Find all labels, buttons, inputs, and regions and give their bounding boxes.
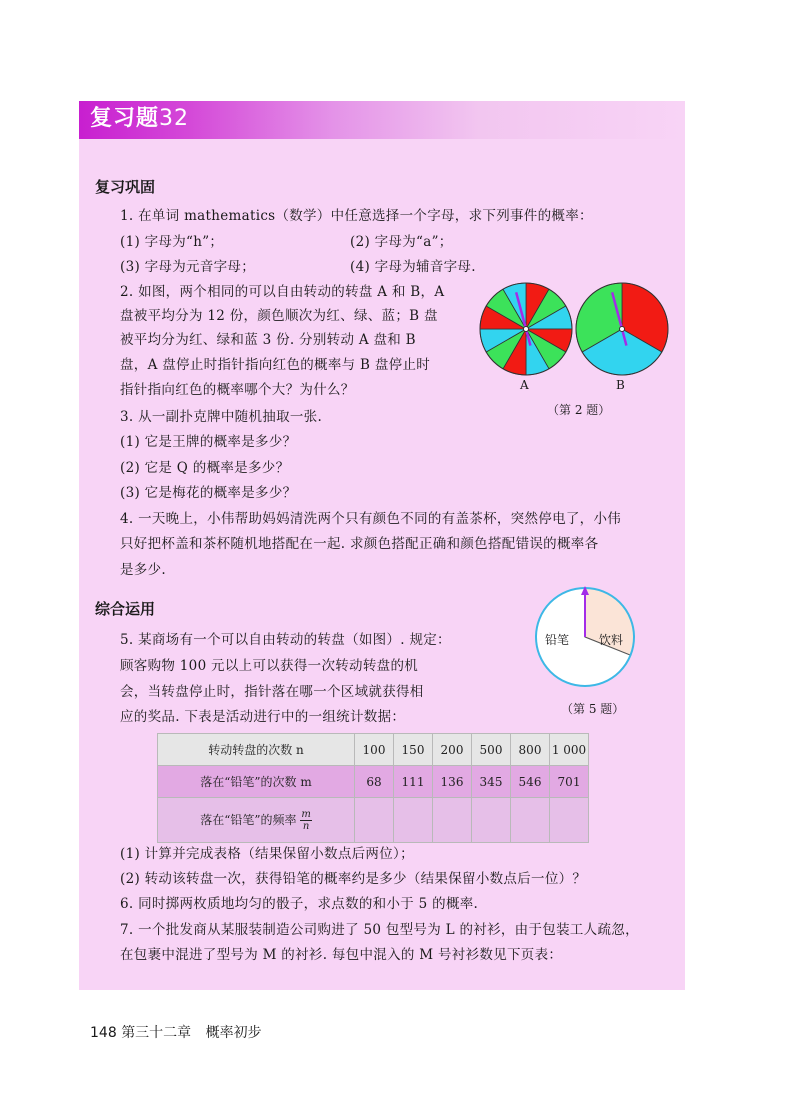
q3-part-1: (1) 它是王牌的概率是多少？ xyxy=(120,434,297,450)
question-5-line-1: 5. 某商场有一个可以自由转动的转盘（如图）. 规定： xyxy=(120,632,451,648)
section-heading-application: 综合运用 xyxy=(95,600,156,618)
frequency-label: 落在“铅笔”的频率 xyxy=(200,812,297,827)
question-7-line-1: 7. 一个批发商从某服装制造公司购进了 50 包型号为 L 的衬衫，由于包装工人疏忽， xyxy=(120,922,639,938)
fraction-m-over-n xyxy=(300,809,311,832)
question-6: 6. 同时掷两枚质地均匀的骰子，求点数的和小于 5 的概率. xyxy=(120,896,479,912)
figure-caption-q2: （第 2 题） xyxy=(547,403,611,417)
cell: 111 xyxy=(394,766,433,798)
chapter-name: 第三十二章 xyxy=(121,1025,192,1041)
cell: 701 xyxy=(550,766,589,798)
empty-cell xyxy=(550,798,589,843)
question-2-line-3: 被平均分为红、绿和蓝 3 份. 分别转动 A 盘和 B xyxy=(120,332,416,348)
spinner-a xyxy=(480,283,572,375)
figure-caption-q5: （第 5 题） xyxy=(561,702,625,716)
question-4-line-3: 是多少. xyxy=(120,562,166,578)
spinner-a-label: A xyxy=(520,378,529,392)
cell: 345 xyxy=(472,766,511,798)
title-number: 32 xyxy=(159,106,190,131)
spinner-b xyxy=(576,283,668,375)
question-5-line-4: 应的奖品. 下表是活动进行中的一组统计数据： xyxy=(120,709,406,725)
question-2-line-5: 指针指向红色的概率哪个大？为什么？ xyxy=(120,382,355,398)
q1-part-1: (1) 字母为“h”； xyxy=(120,234,224,250)
statistics-table xyxy=(157,733,589,843)
cell: 150 xyxy=(394,734,433,766)
page-title xyxy=(90,104,189,134)
cell: 546 xyxy=(511,766,550,798)
cell: 500 xyxy=(472,734,511,766)
empty-cell xyxy=(394,798,433,843)
page-footer xyxy=(90,1022,262,1042)
cell: 68 xyxy=(355,766,394,798)
table-row xyxy=(158,734,589,766)
chapter-topic: 概率初步 xyxy=(205,1025,262,1041)
question-3: 3. 从一副扑克牌中随机抽取一张. xyxy=(120,409,323,425)
question-2-line-1: 2. 如图，两个相同的可以自由转动的转盘 A 和 B，A xyxy=(120,284,445,300)
empty-cell xyxy=(355,798,394,843)
question-2-line-4: 盘，A 盘停止时指针指向红色的概率与 B 盘停止时 xyxy=(120,357,431,373)
q3-part-2: (2) 它是 Q 的概率是多少？ xyxy=(120,460,290,476)
cell: 800 xyxy=(511,734,550,766)
question-2-line-2: 盘被平均分为 12 份，颜色顺次为红、绿、蓝；B 盘 xyxy=(120,308,438,324)
section-heading-review: 复习巩固 xyxy=(95,178,156,196)
fraction-numerator: m xyxy=(301,808,311,820)
question-5-line-3: 会，当转盘停止时，指针落在哪一个区域就获得相 xyxy=(120,684,424,700)
q3-part-3: (3) 它是梅花的概率是多少？ xyxy=(120,485,297,501)
question-1: 1. 在单词 mathematics（数学）中任意选择一个字母，求下列事件的概率： xyxy=(120,208,593,224)
spinner-hub xyxy=(524,327,529,332)
cell: 136 xyxy=(433,766,472,798)
row-header-count: 落在“铅笔”的次数 m xyxy=(158,766,355,798)
row-header-spins: 转动转盘的次数 n xyxy=(158,734,355,766)
empty-cell xyxy=(511,798,550,843)
table-row xyxy=(158,766,589,798)
empty-cell xyxy=(472,798,511,843)
cell: 1 000 xyxy=(550,734,589,766)
spinner-b-label: B xyxy=(616,378,625,392)
q1-part-2: (2) 字母为“a”； xyxy=(350,234,453,250)
q5-part-2: (2) 转动该转盘一次，获得铅笔的概率约是多少（结果保留小数点后一位）？ xyxy=(120,871,587,887)
table-row xyxy=(158,798,589,843)
spinner-label-pencil: 铅笔 xyxy=(545,633,570,647)
question-7-line-2: 在包裹中混进了型号为 M 的衬衫. 每包中混入的 M 号衬衫数见下页表： xyxy=(120,947,563,963)
empty-cell xyxy=(433,798,472,843)
q5-part-1: (1) 计算并完成表格（结果保留小数点后两位）； xyxy=(120,846,414,862)
row-header-frequency xyxy=(158,798,355,843)
page-number: 148 xyxy=(90,1025,117,1041)
spinner-label-drink: 饮料 xyxy=(599,633,624,647)
cell: 100 xyxy=(355,734,394,766)
q1-part-4: (4) 字母为辅音字母. xyxy=(350,259,476,275)
title-text: 复习题 xyxy=(90,106,160,131)
question-5-line-2: 顾客购物 100 元以上可以获得一次转动转盘的机 xyxy=(120,658,419,674)
spinners-figure xyxy=(476,276,676,392)
q1-part-3: (3) 字母为元音字母； xyxy=(120,259,256,275)
question-4-line-2: 只好把杯盖和茶杯随机地搭配在一起. 求颜色搭配正确和颜色搭配错误的概率各 xyxy=(120,536,599,552)
cell: 200 xyxy=(433,734,472,766)
fraction-denominator: n xyxy=(302,820,310,832)
question-4-line-1: 4. 一天晚上，小伟帮助妈妈清洗两个只有颜色不同的有盖茶杯，突然停电了，小伟 xyxy=(120,511,622,527)
spinner-hub xyxy=(620,327,625,332)
